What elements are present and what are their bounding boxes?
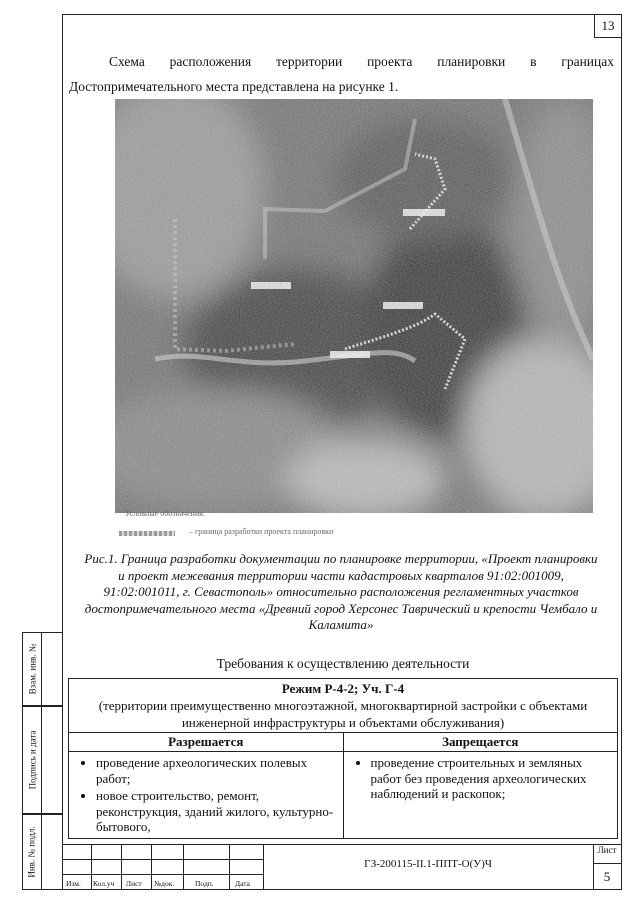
side-label-signature: Подпись и дата [27, 730, 37, 790]
forbidden-cell [343, 752, 618, 839]
regime-title: Режим Р-4-2; Уч. Г-4 [281, 681, 405, 696]
side-label-replacement: Взам. инв. № [27, 643, 37, 695]
regime-description: (территории преимущественно многоэтажной, многоквартирной застройки с объектами инженерной инфраструктуры и объектами обслуживания) [98, 698, 588, 730]
side-field-signature [22, 706, 62, 814]
allowed-item: • проведение археологических полевых работ; [96, 755, 342, 786]
sheet-label: Лист [597, 845, 617, 855]
side-field-replacement [22, 632, 62, 706]
aerial-map-image [115, 99, 593, 513]
stamp-label-docnum: №док. [154, 879, 175, 888]
document-code: ГЗ-200115-II.1-ППТ-О(У)Ч [364, 858, 492, 870]
page-number: 13 [594, 15, 621, 38]
forbidden-item: • проведение строительных и земляных работ без проведения археологических наблюдений и раскопок; [371, 755, 617, 802]
legend-item: – граница разработки проекта планировки [189, 527, 334, 536]
aerial-map-graphic [115, 99, 593, 513]
intro-paragraph [69, 49, 614, 99]
stamp-label-date: Дата [235, 879, 250, 888]
intro-line-1: Схема расположения территории проекта планировки в границах [109, 54, 614, 69]
sheet-number: 5 [593, 863, 621, 890]
figure-caption: Рис.1. Граница разработки документации по планировке территории, «Проект планировки и проект межевания территории части кадастровых кварталов 91:02:001009, 91:02:001011, г. Севастополь» относительно расположения регламентных участков достопримечательного места «Древний город Херсонес Таврический и крепости Чембало и Каламита» [84, 551, 598, 632]
regime-header-cell [69, 679, 618, 733]
allowed-cell [69, 752, 344, 839]
title-block [63, 844, 621, 889]
side-field-inventory [22, 814, 62, 890]
stamp-label-sheet: Лист [126, 879, 142, 888]
requirements-title: Требования к осуществлению деятельности [216, 656, 470, 671]
regime-table [68, 678, 618, 839]
legend-boundary-swatch [119, 531, 175, 536]
page-frame [62, 14, 622, 890]
stamp-label-change: Изм. [66, 879, 81, 888]
forbidden-header: Запрещается [343, 733, 618, 752]
allowed-item: • новое строительство, ремонт, реконструкция, зданий жилого, культурно-бытового, [96, 788, 342, 835]
side-label-inventory: Инв. № подл. [27, 826, 37, 878]
intro-line-2: Достопримечательного места представлена на рисунке 1. [69, 79, 399, 94]
stamp-label-signature: Подп. [195, 879, 214, 888]
allowed-header: Разрешается [69, 733, 344, 752]
stamp-label-count: Кол.уч [93, 879, 115, 888]
legend-title: Условные обозначения: [125, 509, 206, 518]
